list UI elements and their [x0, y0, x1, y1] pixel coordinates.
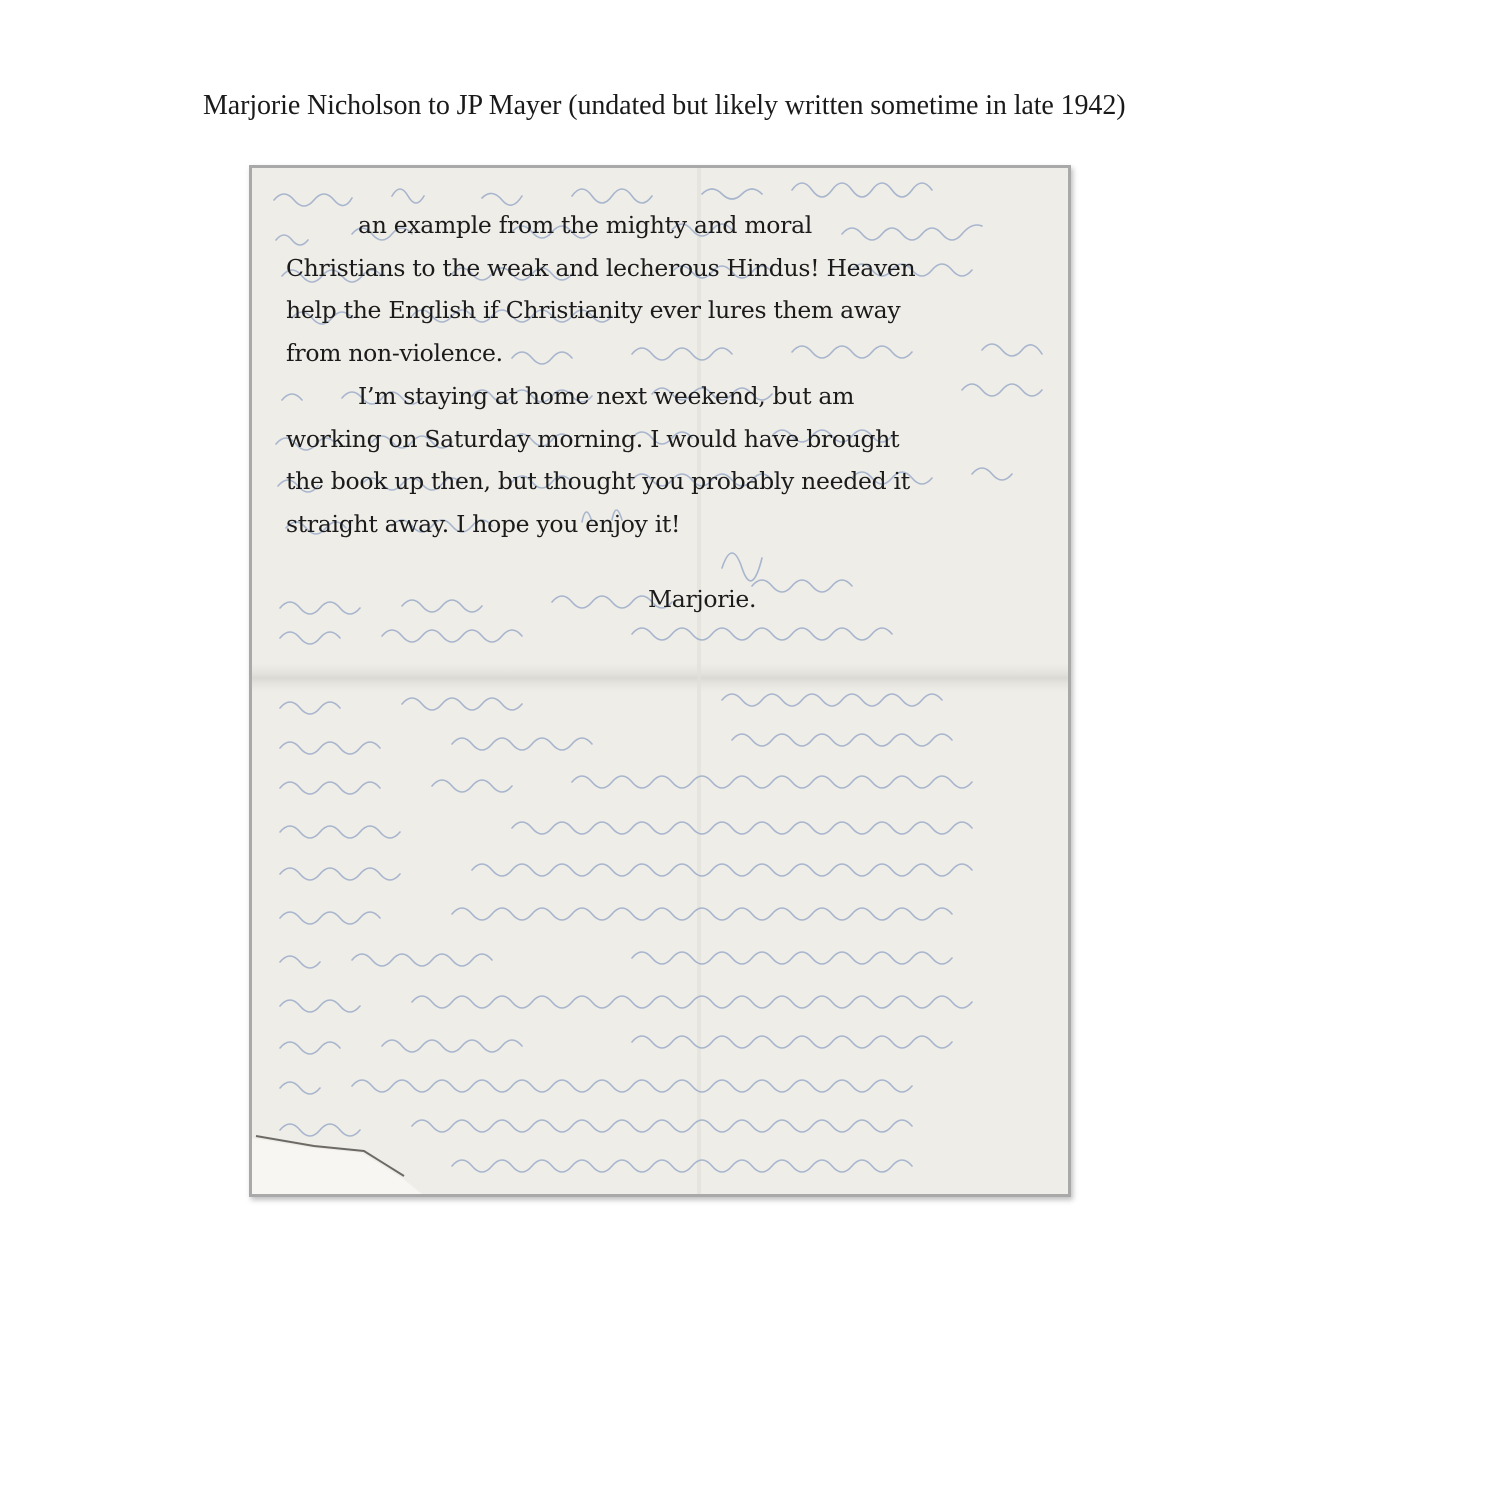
letter-paragraph-1: an example from the mighty and moral Christians to the weak and lecherous Hindus! Heaven help the English if Christianity ever lures them away from non-violence. — [286, 211, 916, 368]
letter-signature: Marjorie. — [648, 585, 757, 613]
document-heading: Marjorie Nicholson to JP Mayer (undated but likely written sometime in late 1942) — [203, 90, 1126, 121]
letter-paragraph-2: I’m staying at home next weekend, but am working on Saturday morning. I would have brought the book up then, but thought you probably needed it straight away. I hope you enjoy it! — [286, 381, 910, 538]
letter-scan — [249, 165, 1071, 1197]
typed-transcription — [286, 204, 1026, 546]
